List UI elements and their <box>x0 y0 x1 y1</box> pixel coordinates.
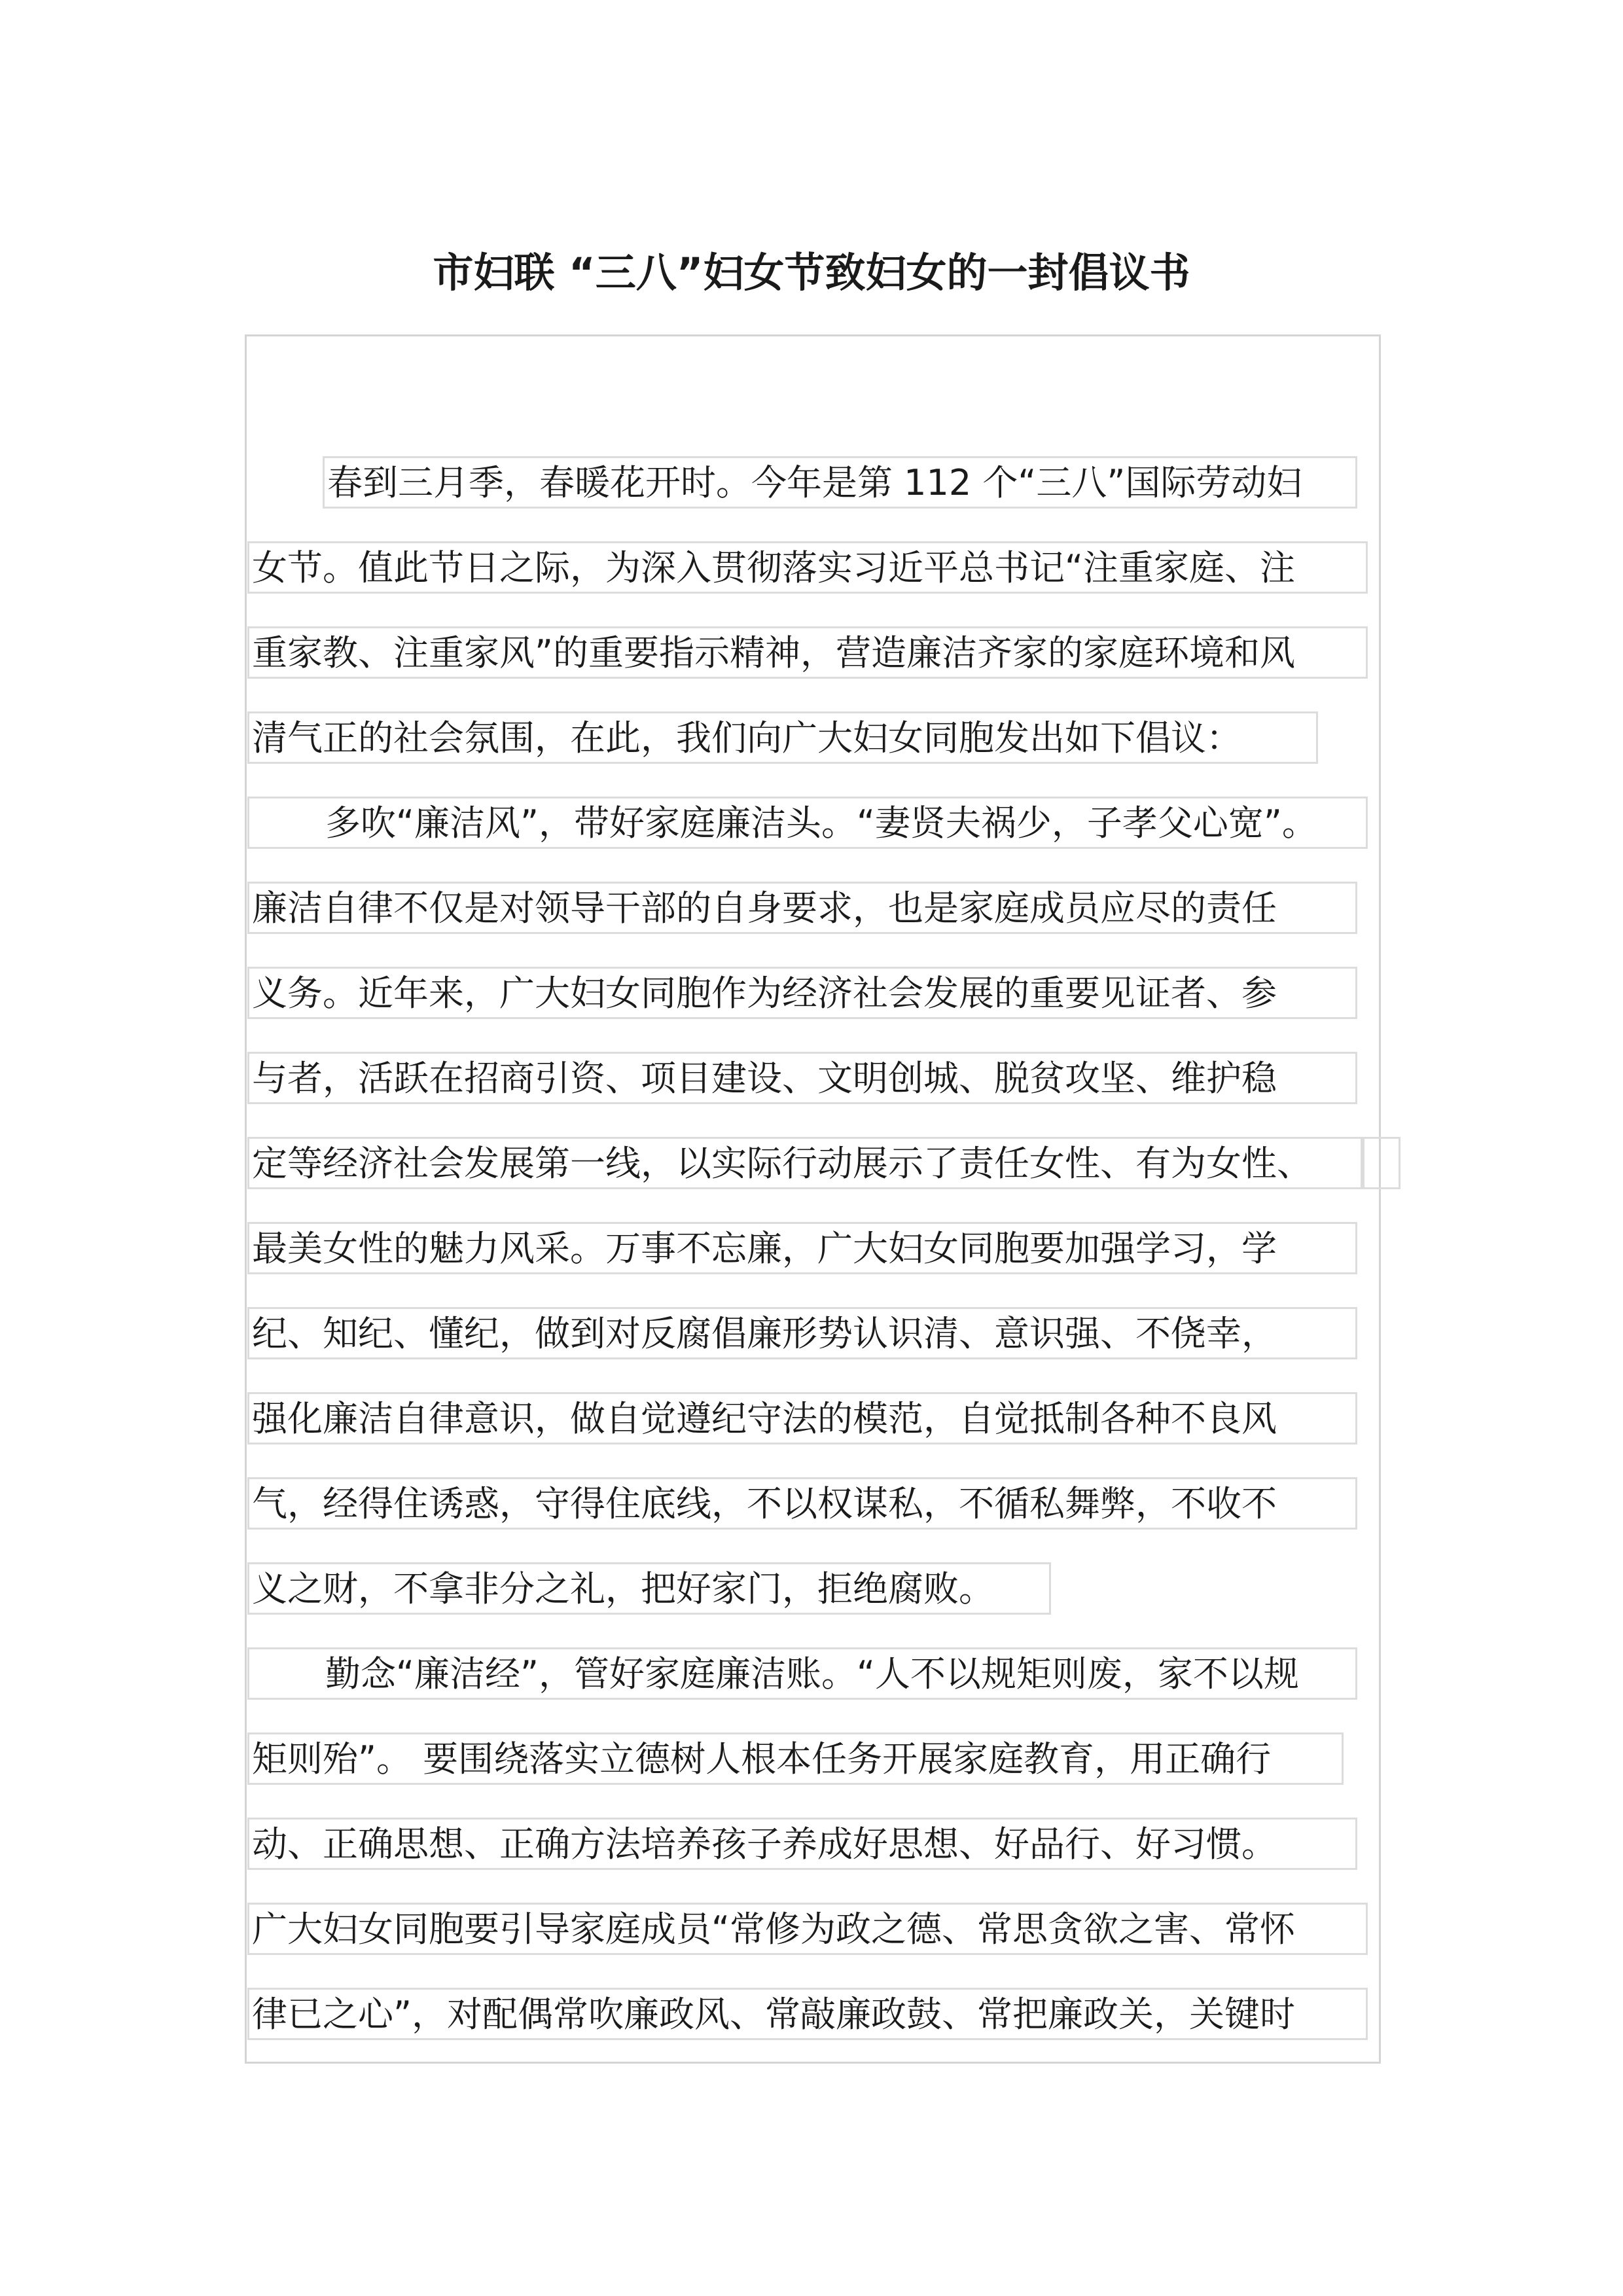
paragraph-line <box>247 1052 1357 1104</box>
document-title: 市妇联 “三八”妇女节致妇女的一封倡议书 <box>433 249 1190 296</box>
paragraph-line <box>247 1562 1051 1615</box>
paragraph-line-text: 勤念“廉洁经”，管好家庭廉洁账。“人不以规矩则废，家不以规 <box>325 1653 1299 1695</box>
paragraph-line <box>247 1903 1368 1955</box>
paragraph-line <box>247 882 1357 934</box>
paragraph-line-text: 廉洁自律不仅是对领导干部的自身要求，也是家庭成员应尽的责任 <box>252 888 1277 929</box>
paragraph-line-text: 矩则殆”。 要围绕落实立德树人根本任务开展家庭教育，用正确行 <box>252 1738 1272 1780</box>
paragraph-line <box>247 797 1368 849</box>
paragraph-line-text: 气，经得住诱惑，守得住底线，不以权谋私，不循私舞弊，不收不 <box>252 1483 1277 1524</box>
paragraph-line <box>323 456 1357 509</box>
paragraph-line-text: 义务。近年来，广大妇女同胞作为经济社会发展的重要见证者、参 <box>252 973 1277 1014</box>
paragraph-line <box>247 1137 1363 1189</box>
paragraph-line <box>247 1988 1368 2040</box>
paragraph-line-text: 与者，活跃在招商引资、项目建设、文明创城、脱贫攻坚、维护稳 <box>252 1058 1277 1099</box>
paragraph-line <box>247 1307 1357 1359</box>
paragraph-line <box>247 541 1368 594</box>
paragraph-line-text: 重家教、注重家风”的重要指示精神，营造廉洁齐家的家庭环境和风 <box>252 632 1295 673</box>
paragraph-line-text: 纪、知纪、懂纪，做到对反腐倡廉形势认识清、意识强、不侥幸， <box>252 1313 1277 1354</box>
paragraph-line <box>247 1222 1357 1274</box>
paragraph-line-text: 律已之心”，对配偶常吹廉政风、常敲廉政鼓、常把廉政关，关键时 <box>252 1994 1295 2035</box>
paragraph-line-text: 动、正确思想、正确方法培养孩子养成好思想、好品行、好习惯。 <box>252 1823 1277 1865</box>
paragraph-line <box>247 1647 1357 1700</box>
paragraph-line-text: 多吹“廉洁风”，带好家庭廉洁头。“妻贤夫祸少，子孝父心宽”。 <box>325 802 1317 844</box>
paragraph-line <box>247 1392 1357 1444</box>
overflow-marker <box>1363 1137 1400 1189</box>
paragraph-line <box>247 1818 1357 1870</box>
paragraph-line-text: 女节。值此节日之际，为深入贯彻落实习近平总书记“注重家庭、注 <box>252 547 1295 588</box>
paragraph-line <box>247 711 1318 764</box>
paragraph-line-text: 定等经济社会发展第一线，以实际行动展示了责任女性、有为女性、 <box>252 1143 1312 1184</box>
paragraph-line <box>247 967 1357 1019</box>
paragraph-line <box>247 1477 1357 1530</box>
paragraph-line-text: 最美女性的魅力风采。万事不忘廉，广大妇女同胞要加强学习，学 <box>252 1228 1277 1269</box>
paragraph-line <box>247 1732 1344 1785</box>
paragraph-line-text: 义之财，不拿非分之礼，把好家门，拒绝腐败。 <box>252 1568 994 1609</box>
paragraph-line <box>247 626 1368 679</box>
paragraph-line-text: 春到三月季，春暖花开时。今年是第 112 个“三八”国际劳动妇 <box>327 462 1302 503</box>
paragraph-line-text: 广大妇女同胞要引导家庭成员“常修为政之德、常思贪欲之害、常怀 <box>252 1909 1295 1950</box>
paragraph-line-text: 强化廉洁自律意识，做自觉遵纪守法的模范，自觉抵制各种不良风 <box>252 1398 1277 1439</box>
paragraph-line-text: 清气正的社会氛围，在此，我们向广大妇女同胞发出如下倡议： <box>252 717 1241 759</box>
